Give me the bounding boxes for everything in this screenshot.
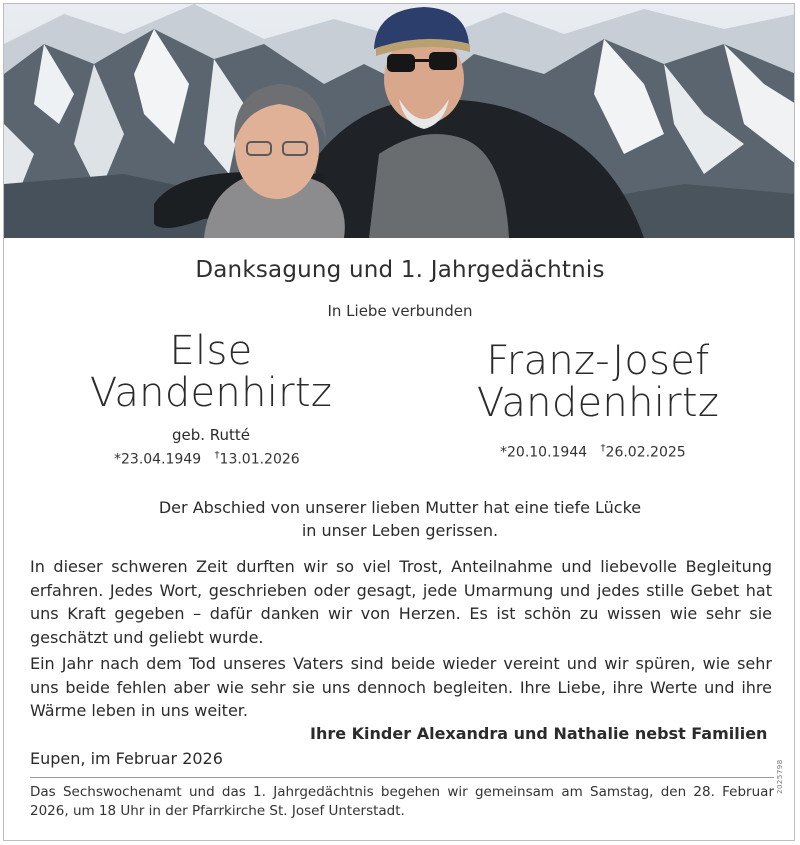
obituary-frame (3, 3, 795, 841)
divider (30, 777, 774, 778)
dates-left (114, 450, 300, 468)
birth-date-right: *20.10.1944 (500, 444, 588, 461)
cross-icon: † (214, 450, 220, 461)
last-name-left: Vandenhirtz (89, 370, 333, 416)
first-name-right: Franz-Josef (486, 338, 710, 384)
first-name-left: Else (169, 328, 253, 374)
heading: Danksagung und 1. Jahrgedächtnis (195, 257, 605, 283)
thanks-paragraph-1: In dieser schweren Zeit durften wir so viel Trost, Anteilnahme und liebevolle Begleitung erfahren. Jedes Wort, geschrieben oder gesagt, jede Umarmung und jedes stille Gebet hat uns Kraft gegeben – dafür danken wir von Herzen. Es ist schön zu wissen wie sehr sie geschätzt und geliebt wurde. (30, 557, 772, 647)
thanks-paragraph-2: Ein Jahr nach dem Tod unseres Vaters sind beide wieder vereint und wir spüren, wie sehr uns beide fehlen aber wie sehr sie uns dennoch begleiten. Ihre Liebe, ihre Werte und ihre Wärme leben in uns weiter. (30, 654, 772, 720)
service-notice: Das Sechswochenamt und das 1. Jahrgedächtnis begehen wir gemeinsam am Samstag, den 28. Februar 2026, um 18 Uhr in der Pfarrkirche St. Josef Unterstadt. (30, 784, 774, 819)
birth-date-left: *23.04.1949 (114, 451, 202, 468)
place-date: Eupen, im Februar 2026 (30, 749, 223, 768)
subheading: In Liebe verbunden (327, 302, 473, 320)
last-name-right: Vandenhirtz (476, 380, 720, 426)
quote-line-2: in unser Leben gerissen. (301, 521, 499, 540)
death-date-right: 26.02.2025 (605, 444, 686, 461)
death-date-left: 13.01.2026 (219, 451, 300, 468)
mountain-photo-illustration (4, 4, 795, 238)
quote-line-1: Der Abschied von unserer lieben Mutter hat eine tiefe Lücke (158, 498, 642, 517)
signoff: Ihre Kinder Alexandra und Nathalie nebst Familien (310, 724, 768, 743)
dates-right (500, 443, 686, 461)
name-right (428, 340, 768, 424)
reference-code: 2025798 (776, 759, 784, 794)
maiden-name: geb. Rutté (171, 426, 251, 444)
quote (84, 496, 716, 542)
name-left (52, 330, 370, 414)
cross-icon: † (600, 443, 606, 454)
couple-photo (4, 4, 795, 238)
